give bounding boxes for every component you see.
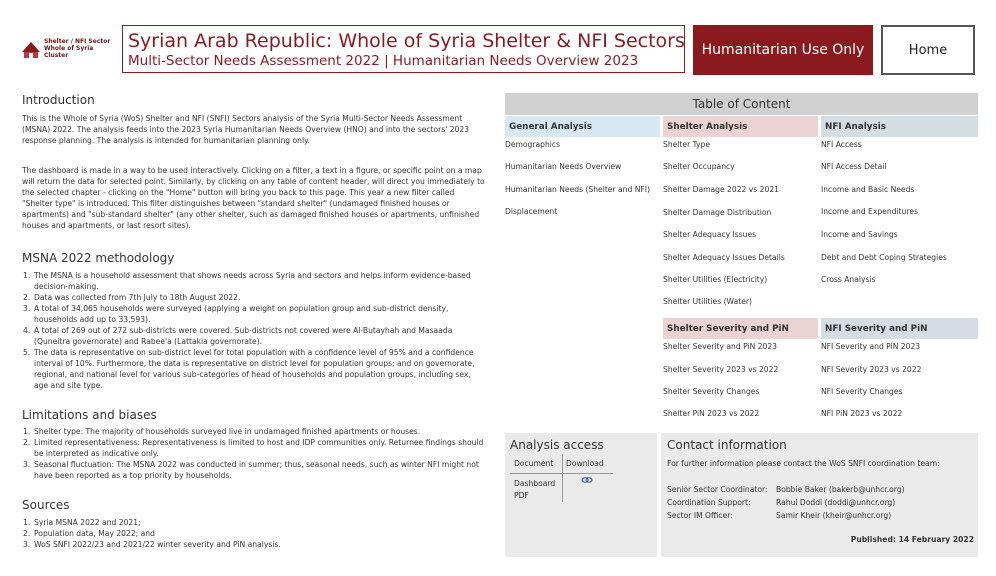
toc-item-nfi-access-detail[interactable]: NFI Access Detail [821,162,887,171]
page-subtitle: Multi-Sector Needs Assessment 2022 | Humanitarian Needs Overview 2023 [128,53,639,69]
link-icon[interactable] [581,476,593,484]
list-item: 4. A total of 269 out of 272 sub-districts were covered. Sub-districts not covered were Al-Butayhah and Masaada (Quneitra governorate) and Rabee'a (Lattakia governorate). [23,326,453,346]
sector-logo [20,36,112,64]
toc-item-shelter-severity-changes[interactable]: Shelter Severity Changes [663,387,760,396]
list-item: 1. Shelter type: The majority of households surveyed live in undamaged finished apartments or houses. [23,427,421,436]
toc-item-hno[interactable]: Humanitarian Needs Overview [505,162,622,171]
toc-item-shelter-adequacy-details[interactable]: Shelter Adequacy Issues Details [663,253,785,262]
toc-item-nfi-severity-compare[interactable]: NFI Severity 2023 vs 2022 [821,365,922,374]
toc-item-shelter-occupancy[interactable]: Shelter Occupancy [663,162,735,171]
title-box [122,25,685,73]
msna-list [22,270,502,391]
humanitarian-use-badge: Humanitarian Use Only [693,25,873,75]
toc-item-shelter-severity-compare[interactable]: Shelter Severity 2023 vs 2022 [663,365,779,374]
sources-heading: Sources [22,498,70,512]
contact-heading: Contact information [667,438,787,452]
toc-item-demographics[interactable]: Demographics [505,140,561,149]
toc-nfi-header[interactable]: NFI Analysis [821,116,978,137]
toc-item-income-expenditures[interactable]: Income and Expenditures [821,207,918,216]
contact-role: Sector IM Officer: [667,511,733,520]
toc-item-displacement[interactable]: Displacement [505,207,558,216]
list-item: 5. The data is representative on sub-district level for total population with a confidence level of 95% and a confidence interval of 10%. Furthermore, the data is representative on district level for population groups; and on governorate, regional, and national level for various sub-categories of head of households and population groups, including sex, age and site type. [23,348,475,390]
list-item: 2. Limited representativeness: Representativeness is limited to host and IDP communities only. Returnee findings should be interpreted as indicative only. [23,438,484,458]
list-item: 3. Seasonal fluctuation: The MSNA 2022 was conducted in summer; thus, seasonal needs, such as winter NFI might not have been reported as a top priority by households. [23,460,479,480]
contact-role: Coordination Support: [667,498,751,507]
toc-nfi-severity-header[interactable]: NFI Severity and PiN [821,318,978,339]
limitations-heading: Limitations and biases [22,408,157,422]
intro-paragraph-2: The dashboard is made in a way to be used interactively. Clicking on a filter, a text in a figure, or specific point on a map will return the data for selected point. Similarly, by clicking on any table of content header, will direct you immediately to the selected chapter - clicking on the "Home" button will bring you back to this page. This year a new filter called "Shelter type" is introduced. This filter distinguishes between "standard shelter" (undamaged finished houses or apartments) and "sub-standard shelter" (any other shelter, such as damaged finished houses or apartments, unfinished houses and apartments, or last resort sites). [22,166,485,230]
page-title: Syrian Arab Republic: Whole of Syria Shelter & NFI Sectors [128,30,685,52]
toc-item-shelter-severity-pin[interactable]: Shelter Severity and PiN 2023 [663,342,778,351]
intro-heading: Introduction [22,93,95,107]
limitations-list [22,426,502,481]
toc-item-shelter-damage-distribution[interactable]: Shelter Damage Distribution [663,208,772,217]
list-item: 2. Data was collected from 7th July to 18th August 2022. [23,293,241,302]
toc-item-shelter-damage[interactable]: Shelter Damage 2022 vs 2021 [663,185,779,194]
toc-item-cross-analysis[interactable]: Cross Analysis [821,275,876,284]
toc-heading: Table of Content [505,93,978,115]
table-divider [562,454,563,502]
contact-role: Senior Sector Coordinator: [667,485,768,494]
contact-person[interactable]: Bobbie Baker (bakerb@unhcr.org) [776,485,905,494]
list-item: 1. The MSNA is a household assessment that shows needs across Syria and sectors and helps inform evidence-based decision-making. [23,271,471,291]
list-item: 3. A total of 34,065 households were surveyed (applying a weight on population group and sub-district density, households add up to 33,593). [23,304,449,324]
list-item: 2. Population data, May 2022; and [23,529,155,538]
toc-item-nfi-severity-pin[interactable]: NFI Severity and PiN 2023 [821,342,921,351]
toc-item-income-savings[interactable]: Income and Savings [821,230,898,239]
download-column-header: Download [566,459,604,468]
logo-text: Shelter / NFI Sector Whole of Syria Cluster [44,38,111,59]
contact-person[interactable]: Samir Kheir (kheir@unhcr.org) [776,511,892,520]
toc-item-shelter-water[interactable]: Shelter Utilities (Water) [663,297,752,306]
analysis-access-panel [505,433,657,557]
list-item: 3. WoS SNFI 2022/23 and 2021/22 winter severity and PiN analysis. [23,540,281,549]
toc-item-nfi-access[interactable]: NFI Access [821,140,862,149]
toc-item-shelter-electricity[interactable]: Shelter Utilities (Electricity) [663,275,768,284]
shelter-logo-icon [20,38,42,60]
toc-item-income-basic-needs[interactable]: Income and Basic Needs [821,185,915,194]
contact-person[interactable]: Rahul Doddi (doddi@unhcr.org) [776,498,896,507]
toc-item-debt-coping[interactable]: Debt and Debt Coping Strategies [821,253,947,262]
toc-item-shelter-pin-compare[interactable]: Shelter PiN 2023 vs 2022 [663,409,760,418]
analysis-access-heading: Analysis access [510,438,604,452]
document-column-header: Document [514,459,554,468]
toc-item-nfi-severity-changes[interactable]: NFI Severity Changes [821,387,903,396]
toc-general-header[interactable]: General Analysis [505,116,660,137]
contact-panel [661,433,978,557]
home-button[interactable]: Home [881,25,975,75]
toc-shelter-severity-header[interactable]: Shelter Severity and PiN [663,318,818,339]
toc-item-shelter-adequacy[interactable]: Shelter Adequacy Issues [663,230,757,239]
toc-item-shelter-type[interactable]: Shelter Type [663,140,711,149]
document-dashboard-pdf: Dashboard PDF [514,479,556,500]
toc-item-nfi-pin-compare[interactable]: NFI PiN 2023 vs 2022 [821,409,903,418]
sources-list [22,517,502,550]
contact-intro: For further information please contact the WoS SNFI coordination team: [667,459,940,468]
toc-item-humanitarian-needs[interactable]: Humanitarian Needs (Shelter and NFI) [505,185,650,194]
intro-paragraph-1: This is the Whole of Syria (WoS) Shelter and NFI (SNFI) Sectors analysis of the Syria Multi-Sector Needs Assessment (MSNA) 2022. The analysis feeds into the 2023 Syria Humanitarian Needs Overview (HNO) and into the sectors' 2023 response planning. The analysis is intended for humanitarian planning only. [22,114,470,145]
toc-shelter-header[interactable]: Shelter Analysis [663,116,818,137]
msna-heading: MSNA 2022 methodology [22,251,175,265]
published-date: Published: 14 February 2022 [850,535,974,544]
list-item: 1. Syria MSNA 2022 and 2021; [23,518,141,527]
